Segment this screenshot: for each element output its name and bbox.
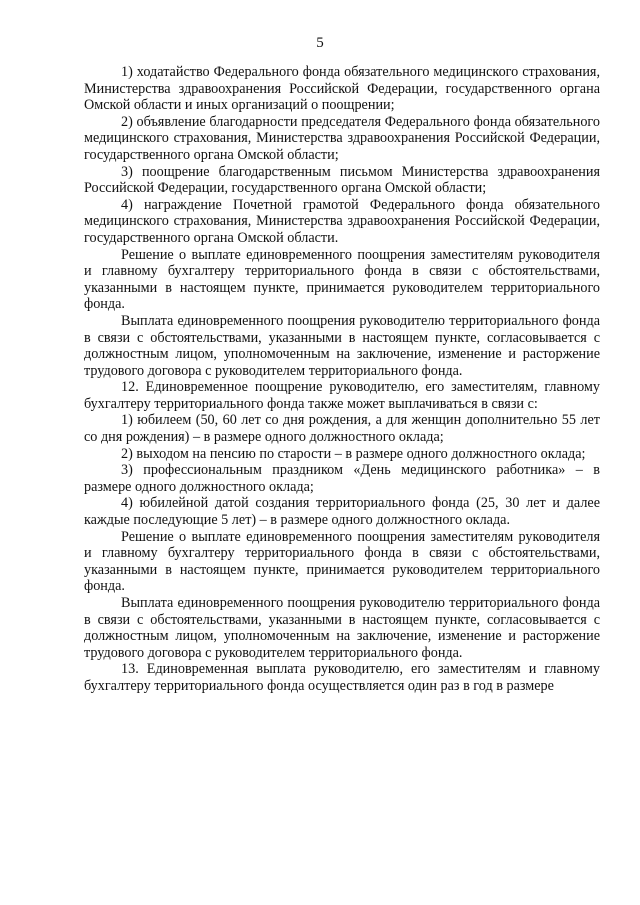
paragraph-payment-approval-1: Выплата единовременного поощрения руководителю территориального фонда в связи с обстоятельствами, указанными в настоящем пункте, согласовывается с должностным лицом, уполномоченным на заключение, изменение и расторжение трудового договора с руководителем территориального фонда. bbox=[84, 312, 600, 379]
paragraph-item-2: 2) объявление благодарности председателя Федерального фонда обязательного медицинского страхования, Министерства здравоохранения Российской Федерации, государственного органа Омской области; bbox=[84, 113, 600, 163]
paragraph-clause-13: 13. Единовременная выплата руководителю, его заместителям и главному бухгалтеру территориального фонда осуществляется один раз в год в размере bbox=[84, 661, 600, 694]
paragraph-payment-approval-2: Выплата единовременного поощрения руководителю территориального фонда в связи с обстоятельствами, указанными в настоящем пункте, согласовывается с должностным лицом, уполномоченным на заключение, изменение и расторжение трудового договора с руководителем территориального фонда. bbox=[84, 595, 600, 661]
paragraph-item-1: 1) ходатайство Федерального фонда обязательного медицинского страхования, Министерства здравоохранения Российской Федерации, государственного органа Омской области и иных организаций о поощрении; bbox=[84, 64, 600, 114]
paragraph-item-3: 3) поощрение благодарственным письмом Министерства здравоохранения Российской Федерации, государственного органа Омской области; bbox=[84, 163, 600, 197]
paragraph-retirement: 2) выходом на пенсию по старости – в размере одного должностного оклада; bbox=[121, 445, 586, 462]
paragraph-clause-12: 12. Единовременное поощрение руководителю, его заместителям, главному бухгалтеру территориального фонда также может выплачиваться в связи с: bbox=[84, 379, 600, 412]
paragraph-item-4: 4) награждение Почетной грамотой Федерального фонда обязательного медицинского страхования, Министерства здравоохранения Российской Федерации, государственного органа Омской области. bbox=[84, 196, 600, 246]
paragraph-fund-anniversary: 4) юбилейной датой создания территориального фонда (25, 30 лет и далее каждые последующие 5 лет) – в размере одного должностного оклада. bbox=[84, 495, 600, 529]
paragraph-anniversary: 1) юбилеем (50, 60 лет со дня рождения, а для женщин дополнительно 55 лет со дня рождения) – в размере одного должностного оклада; bbox=[84, 412, 600, 446]
page-number: 5 bbox=[316, 35, 324, 51]
paragraph-decision-2: Решение о выплате единовременного поощрения заместителям руководителя и главному бухгалтеру территориального фонда в связи с обстоятельствами, указанными в настоящем пункте, принимается руководителем территориального фонда. bbox=[84, 528, 600, 595]
paragraph-professional-holiday: 3) профессиональным праздником «День медицинского работника» – в размере одного должностного оклада; bbox=[84, 462, 600, 495]
document-body bbox=[84, 64, 600, 695]
paragraph-decision-1: Решение о выплате единовременного поощрения заместителям руководителя и главному бухгалтеру территориального фонда в связи с обстоятельствами, указанными в настоящем пункте, принимается руководителем территориального фонда. bbox=[84, 246, 600, 313]
